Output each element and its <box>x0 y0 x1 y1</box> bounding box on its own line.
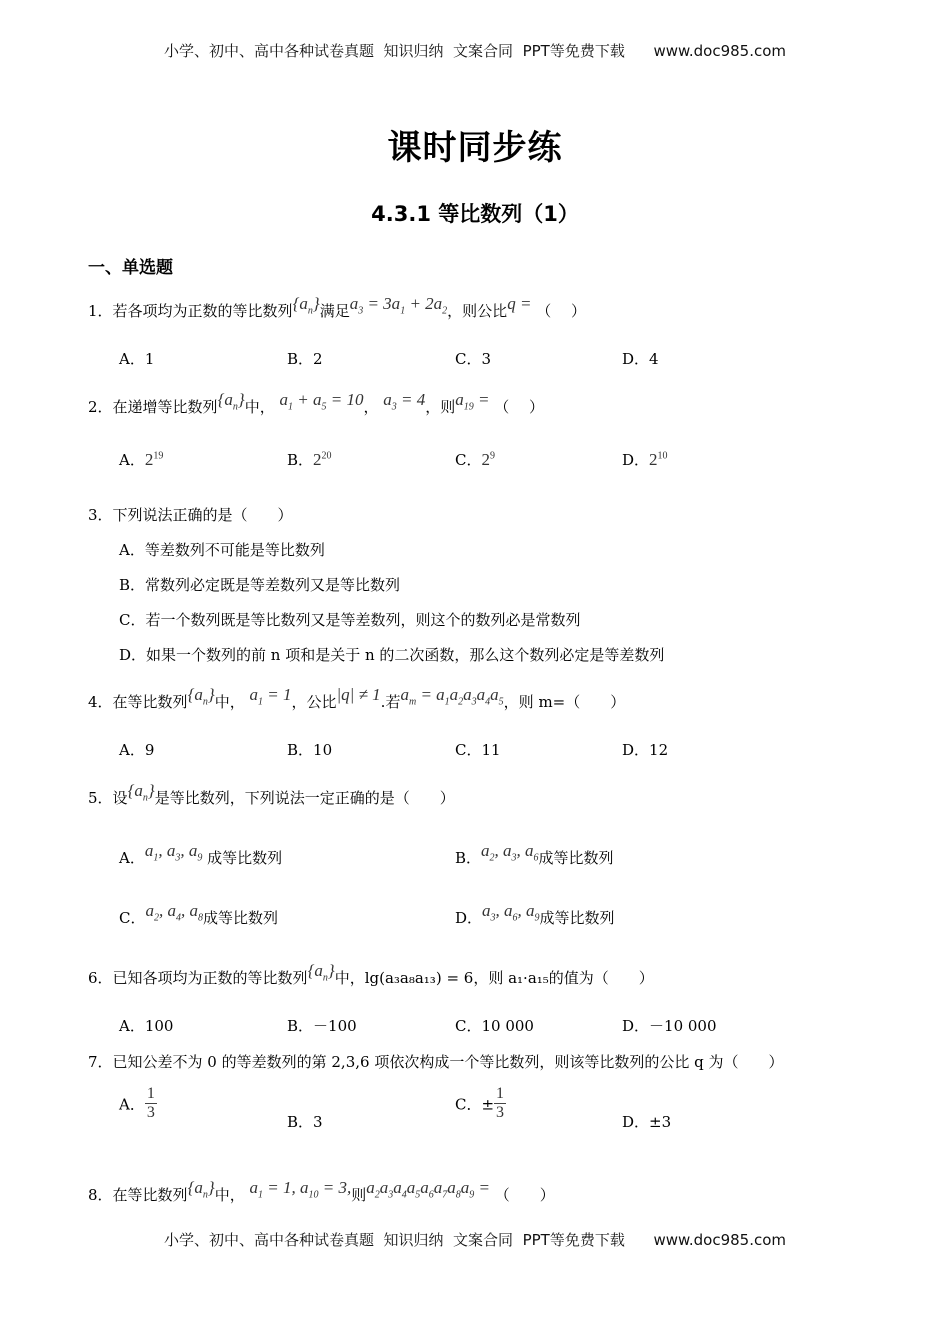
header-site[interactable]: www.doc985.com <box>653 42 787 60</box>
q6-option-d[interactable]: D．－10 000 <box>622 1017 717 1035</box>
q4-option-d[interactable]: D．12 <box>622 741 669 759</box>
question-8: 8．在等比数列$\{a_n\}$中， $a_1 = 1$, $a_{10} = 3$,则$a_2a_3a_4a_5a_6a_7a_8a_9$ = （ ） <box>88 1178 555 1204</box>
q3-option-c[interactable]: C．若一个数列既是等比数列又是等差数列，则这个的数列必是常数列 <box>119 611 581 629</box>
page-header <box>0 40 950 61</box>
q4-option-b[interactable]: B．10 <box>287 741 333 759</box>
q1-option-d[interactable]: D．4 <box>622 350 659 368</box>
page-footer <box>0 1229 950 1250</box>
q7-option-c[interactable]: C．± $\frac{1}{3}$ <box>455 1085 505 1122</box>
question-4: 4．在等比数列$\{a_n\}$中， $a_1 = 1$，公比|q| ≠ 1.若$a_m = a_1a_2a_3a_4a_5$，则 m=（ ） <box>88 685 626 711</box>
q3-option-b[interactable]: B．常数列必定既是等差数列又是等比数列 <box>119 576 401 594</box>
q7-option-b[interactable]: B．3 <box>287 1113 323 1131</box>
q1-option-a[interactable]: A．1 <box>119 350 155 368</box>
q5-option-a[interactable]: A．$a_1$, $a_3$, $a_9$ 成等比数列 <box>119 841 283 867</box>
q7-option-d[interactable]: D．±3 <box>622 1113 672 1131</box>
q5-option-d[interactable]: D．$a_3$, $a_6$, $a_9$成等比数列 <box>455 901 615 927</box>
q7-option-a[interactable]: A． $\frac{1}{3}$ <box>119 1085 155 1122</box>
q3-option-d[interactable]: D．如果一个数列的前 n 项和是关于 n 的二次函数，那么这个数列必定是等差数列 <box>119 646 665 664</box>
footer-text: 小学、初中、高中各种试卷真题 知识归纳 文案合同 PPT等免费下载 <box>163 1231 625 1249</box>
q6-option-a[interactable]: A．100 <box>119 1017 174 1035</box>
q2-option-b[interactable]: B．$2^{20}$ <box>287 450 332 469</box>
q4-option-c[interactable]: C．11 <box>455 741 501 759</box>
q3-option-a[interactable]: A．等差数列不可能是等比数列 <box>119 541 325 559</box>
fraction-one-third: $\frac{1}{3}$ <box>496 1085 505 1122</box>
fraction-one-third: $\frac{1}{3}$ <box>146 1085 155 1122</box>
page-title: 课时同步练 <box>387 128 563 168</box>
section-heading: 一、单选题 <box>88 258 173 278</box>
q5-option-b[interactable]: B．$a_2$, $a_3$, $a_6$成等比数列 <box>455 841 614 867</box>
q5-option-c[interactable]: C．$a_2$, $a_4$, $a_8$成等比数列 <box>119 901 278 927</box>
q6-option-b[interactable]: B．－100 <box>287 1017 357 1035</box>
question-1: 1．若各项均为正数的等比数列$\{a_n\}$满足$a_3 = 3a_1 + 2a_2$，则公比q = （ ） <box>88 294 586 320</box>
question-5: 5．设$\{a_n\}$是等比数列，下列说法一定正确的是（ ） <box>88 781 455 807</box>
q2-option-a[interactable]: A．$2^{19}$ <box>119 450 164 469</box>
page-subtitle: 4.3.1 等比数列（1） <box>371 202 579 226</box>
header-text: 小学、初中、高中各种试卷真题 知识归纳 文案合同 PPT等免费下载 <box>163 42 625 60</box>
q2-option-d[interactable]: D．$2^{10}$ <box>622 450 668 469</box>
q2-option-c[interactable]: C．$2^9$ <box>455 450 495 469</box>
question-3: 3．下列说法正确的是（ ） <box>88 506 293 524</box>
question-2: 2．在递增等比数列$\{a_n\}$中， $a_1 + a_5 = 10$， $a_3 = 4$，则$a_{19}$ = （ ） <box>88 390 545 416</box>
q1-option-b[interactable]: B．2 <box>287 350 323 368</box>
footer-site[interactable]: www.doc985.com <box>653 1231 787 1249</box>
q1-option-c[interactable]: C．3 <box>455 350 492 368</box>
q4-option-a[interactable]: A．9 <box>119 741 155 759</box>
question-7: 7．已知公差不为 0 的等差数列的第 2,3,6 项依次构成一个等比数列，则该等比数列的公比 q 为（ ） <box>88 1053 784 1071</box>
question-6: 6．已知各项均为正数的等比数列$\{a_n\}$中，lg(a₃a₈a₁₃) = 6，则 a₁·a₁₅的值为（ ） <box>88 961 654 987</box>
q6-option-c[interactable]: C．10 000 <box>455 1017 534 1035</box>
